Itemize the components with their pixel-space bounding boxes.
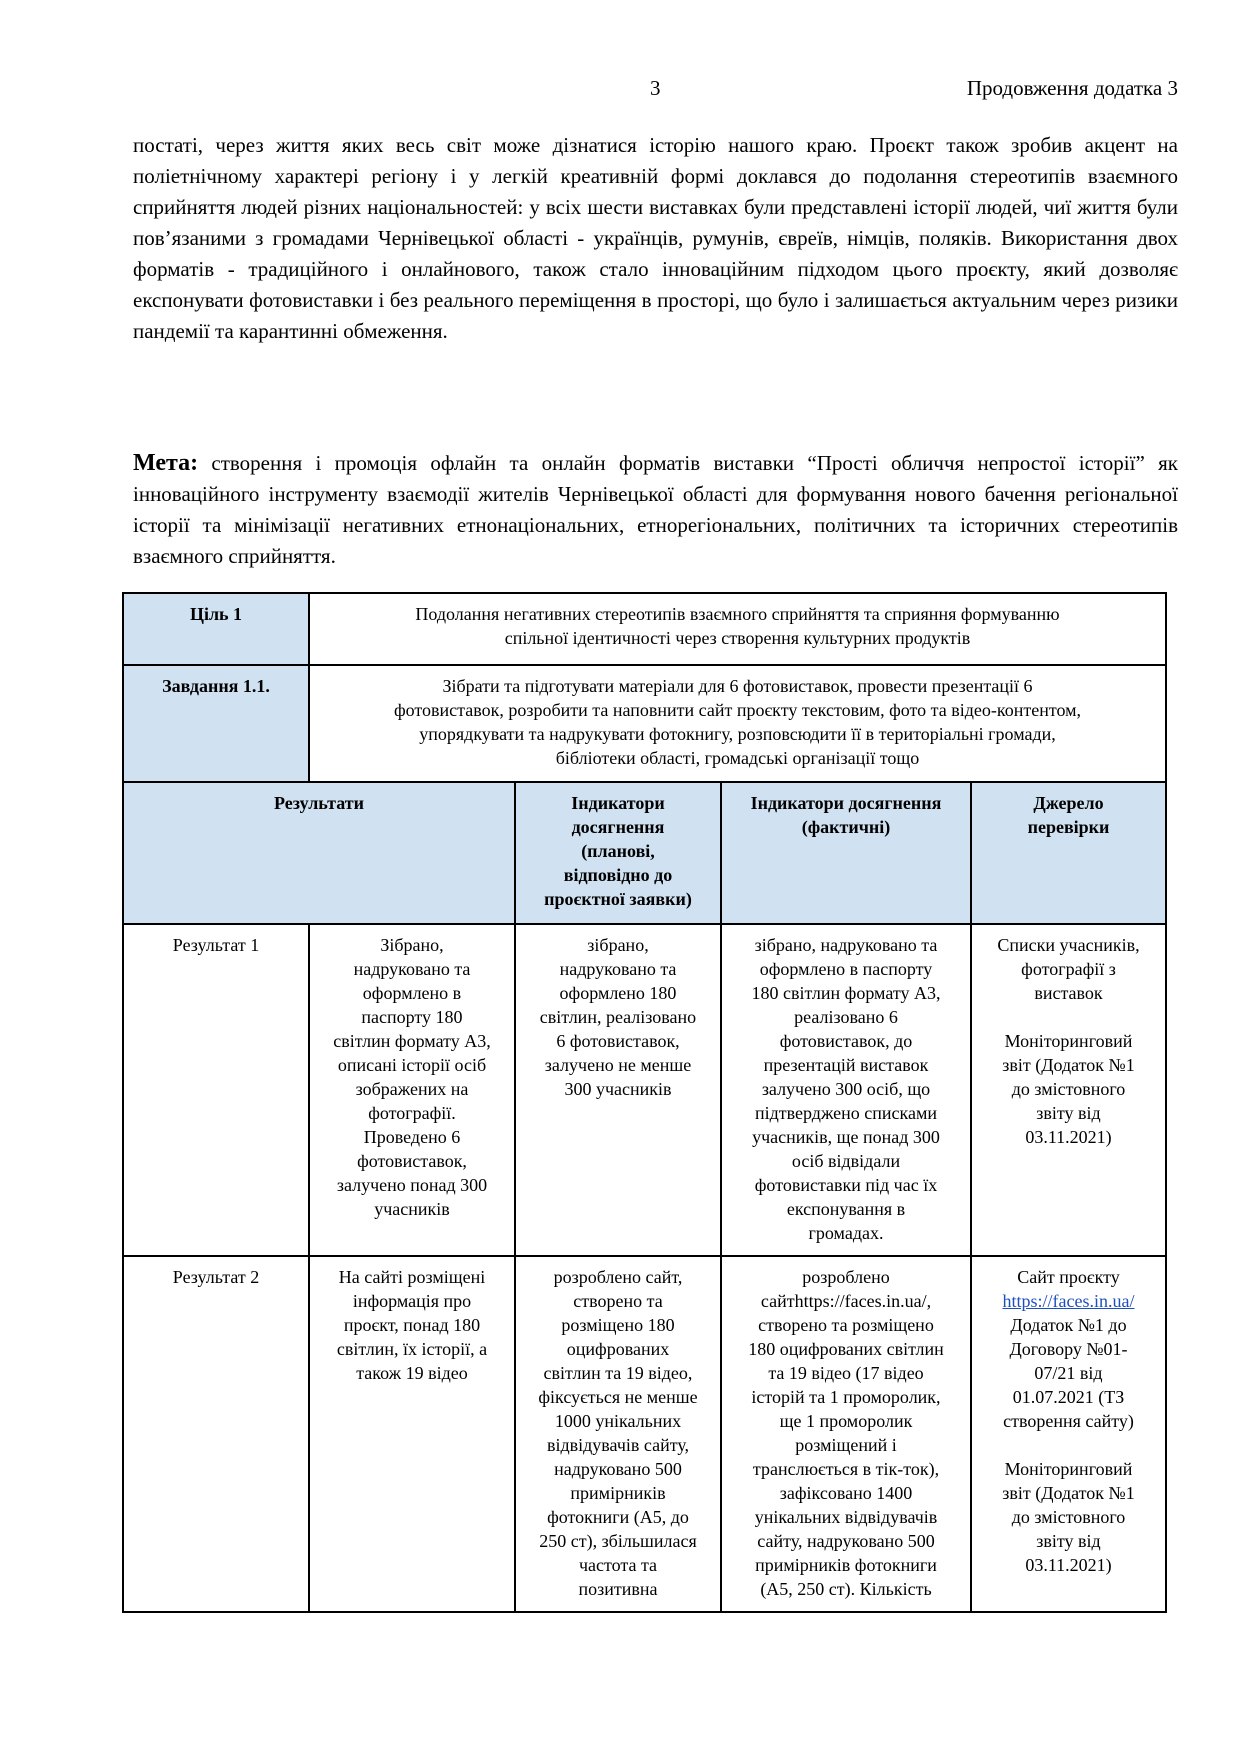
header-results: Результати (123, 782, 515, 924)
objective-row (123, 593, 1166, 665)
result-description: Зібрано, надруковано та оформлено в паспорту 180 світлин формату А3, описані історії осіб зображених на фотографії. Проведено 6 фотовиставок, залучено понад 300 учасників (309, 924, 515, 1256)
page-number: 3 (650, 76, 661, 100)
intro-paragraph: постаті, через життя яких весь світ може дізнатися історію нашого краю. Проєкт також зробив акцент на поліетнічному характері регіону і у легкій креативній формі доклався до подолання стереотипів взаємного сприйняття людей різних національностей: у всіх шести виставках були представлені історії людей, чиї життя були пов’язаними з громадами Чернівецької області - українців, румунів, євреїв, німців, поляків. Використання двох форматів - традиційного і онлайнового, також стало інноваційним підходом цього проєкту, який дозволяє експонувати фотовиставки і без реального переміщення в просторі, що було і залишається актуальним через ризики пандемії та карантинні обмеження. (133, 133, 1178, 343)
header-actual-indicators: Індикатори досягнення (фактичні) (721, 782, 971, 924)
page-header-continuation: Продовження додатка 3 (966, 76, 1178, 100)
result-description: На сайті розміщені інформація про проєкт, понад 180 світлин, їх історії, а також 19 відео (309, 1256, 515, 1612)
actual-indicator: зібрано, надруковано та оформлено в паспорту 180 світлин формату А3, реалізовано 6 фотовиставок, до презентацій виставок залучено 300 осіб, що підтверджено списками учасників, ще понад 300 осіб відвідали фотовиставки під час їх експонування в громадах. (721, 924, 971, 1256)
results-table (122, 592, 1167, 1613)
source-before-link: Сайт проєкту (1017, 1267, 1120, 1287)
header-verification-source: Джерело перевірки (971, 782, 1166, 924)
source-after-link: Додаток №1 до Договору №01- 07/21 від 01.07.2021 (ТЗ створення сайту) Моніторинговий звіт (Додаток №1 до змістовного звіту від 03.11.2021) (1002, 1315, 1135, 1575)
header-planned-indicators: Індикатори досягнення (планові, відповідно до проєктної заявки) (515, 782, 721, 924)
table-row (123, 1256, 1166, 1612)
result-name: Результат 2 (123, 1256, 309, 1612)
result-name: Результат 1 (123, 924, 309, 1256)
planned-indicator: зібрано, надруковано та оформлено 180 світлин, реалізовано 6 фотовиставок, залучено не менше 300 учасників (515, 924, 721, 1256)
task-row (123, 665, 1166, 782)
table-header-row (123, 782, 1166, 924)
goal-label: Мета: (133, 450, 199, 476)
objective-label: Ціль 1 (123, 593, 309, 665)
task-label: Завдання 1.1. (123, 665, 309, 782)
objective-text: Подолання негативних стереотипів взаємного сприйняття та сприяння формуванню спільної ідентичності через створення культурних продуктів (309, 593, 1166, 665)
verification-source (971, 1256, 1166, 1612)
goal-text: створення і промоція офлайн та онлайн форматів виставки “Прості обличчя непростої історії” як інноваційного інструменту взаємодії жителів Чернівецької області для формування нового бачення регіональної історії та мінімізації негативних етнонаціональних, етнорегіональних, політичних та історичних стереотипів взаємного сприйняття. (133, 451, 1178, 568)
verification-source: Списки учасників, фотографії з виставок Моніторинговий звіт (Додаток №1 до змістовного звіту від 03.11.2021) (971, 924, 1166, 1256)
project-site-link[interactable]: https://faces.in.ua/ (1002, 1291, 1135, 1311)
task-text: Зібрати та підготувати матеріали для 6 фотовиставок, провести презентації 6 фотовиставок, розробити та наповнити сайт проєкту текстовим, фото та відео-контентом, упорядкувати та надрукувати фотокнигу, розповсюдити її в територіальні громади, бібліотеки області, громадські організації тощо (309, 665, 1166, 782)
table-row (123, 924, 1166, 1256)
actual-indicator: розроблено сайтhttps://faces.in.ua/, створено та розміщено 180 оцифрованих світлин та 19 відео (17 відео історій та 1 проморолик, ще 1 проморолик розміщений і транслюється в тік-ток), зафіксовано 1400 унікальних відвідувачів сайту, надруковано 500 примірників фотокниги (А5, 250 ст). Кількість (721, 1256, 971, 1612)
planned-indicator: розроблено сайт, створено та розміщено 180 оцифрованих світлин та 19 відео, фіксується не менше 1000 унікальних відвідувачів сайту, надруковано 500 примірників фотокниги (А5, до 250 ст), збільшилася частота та позитивна (515, 1256, 721, 1612)
goal-paragraph (133, 448, 1178, 572)
